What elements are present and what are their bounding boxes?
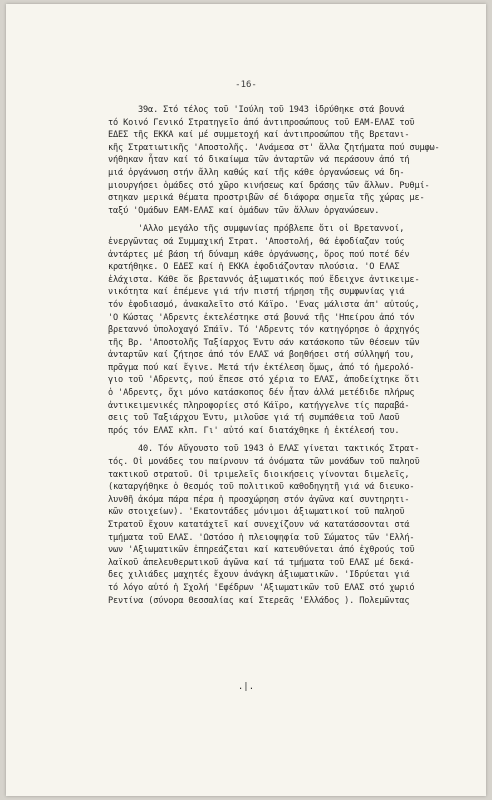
- text-line: στηκαν μερικά θέματα προστριβῶν σέ διάφορα σημεῖα τῆς χώρας με-: [108, 193, 425, 204]
- text-line: ἀντικειμενικές πληροφορίες στό Κάϊρο, κατήγγελνε τίς παραβά-: [108, 400, 410, 411]
- text-line: νικότητα καί ἐπέμενε γιά τήν πιστή τήρηση τῆς συμφωνίας γιά: [108, 287, 405, 298]
- text-line: ΕΔΕΣ τῆς ΕΚΚΑ καί μέ συμμετοχή καί ἀντιπροσώπου τῆς Βρετανι-: [108, 130, 410, 141]
- text-line: ἀντάρτες μέ βάση τή δύναμη κάθε ὀργάνωσης, ὅρος πού ποτέ δέν: [108, 249, 410, 260]
- text-line: 'Ο Κώστας 'Αδρεντς ἐκτελέστηκε στά βουνά τῆς 'Ηπείρου ἀπό τόν: [108, 312, 415, 323]
- text-line: λυνθῆ ἀκόμα πάρα πέρα ἡ προσχώρηση στόν ἀγῶνα καί συντηρητι-: [108, 494, 410, 505]
- text-line: τός. Οἱ μονάδες του παίρνουν τά ὀνόματα τῶν μονάδων τοῦ παληοῦ: [108, 457, 420, 468]
- text-line: ὁ 'Αδρεντς, ὄχι μόνο κατάσκοπος δέν ἦταν ἀλλά μετέδιδε πλήρως: [108, 388, 415, 399]
- text-line: 'Αλλο μεγάλο τῆς συμφωνίας πρόβλεπε ὅτι οἱ Βρεταννοί,: [138, 224, 405, 235]
- text-line: πρᾶγμα πού καί ἔγινε. Μετά τήν ἐκτέλεση ὅμως, ἀπό τό ἡμερολό-: [108, 362, 415, 373]
- text-line: νων 'Αξιωματικῶν ἐπηρεάζεται καί κατευθύνεται ἀπό ἐχθρούς τοῦ: [108, 545, 415, 556]
- text-line: τόν ἐφοδιασμό, ἀνακαλεῖτο στό Κάϊρο. 'Ενας μάλιστα ἀπ' αὐτούς,: [108, 299, 420, 310]
- text-line: λαϊκοῦ ἀπελευθερωτικοῦ ἀγῶνα καί τά τμήματα τοῦ ΕΛΑΣ μέ δεκά-: [108, 557, 415, 568]
- text-line: νήθηκαν ἦταν καί τό δικαίωμα τῶν ἀνταρτῶν νά περάσουν ἀπό τή: [108, 155, 410, 166]
- text-line: γιο τοῦ 'Αδρεντς, πού ἔπεσε στό χέρια το ΕΛΑΣ, ἀποδείχτηκε ὅτι: [108, 375, 420, 386]
- body-text: [108, 104, 468, 607]
- text-line: ἀνταρτῶν καί ζήτησε ἀπό τόν ΕΛΑΣ νά βοηθήσει στή σύλληψή του,: [108, 350, 415, 361]
- text-line: μιά ὀργάνωση στήν ἄλλη καθώς καί τῆς κάθε ὀργανώσεως νά δη-: [108, 167, 405, 178]
- text-line: τακτικοῦ στρατοῦ. Οἱ τριμελεῖς διοικήσεις γίνονται διμελεῖς,: [108, 469, 410, 480]
- text-line: 39α. Στό τέλος τοῦ 'Ιούλη τοῦ 1943 ἱδρύθηκε στά βουνά: [138, 105, 405, 115]
- text-line: τμήματα τοῦ ΕΛΑΣ. 'Ωστόσο ἡ πλειοψηφία τοῦ Σώματος τῶν 'Ελλή-: [108, 532, 415, 543]
- text-line: πρός τόν ΕΛΑΣ κλπ. Γι' αὐτό καί διατάχθηκε ἡ ἐκτέλεσή του.: [108, 425, 400, 436]
- text-line: τῆς Βρ. 'Αποστολῆς Ταξίαρχος Έντυ σάν κατάσκοπο τῶν θέσεων τῶν: [108, 337, 420, 348]
- text-line: Ρεντίνα (σύνορα Θεσσαλίας καί Στερεᾶς 'Ελλάδος ). Πολεμῶντας: [108, 595, 410, 606]
- text-line: σεις τοῦ Ταξιάρχου Έντυ, μιλοῦσε γιά τή συμπάθεια τοῦ Λαοῦ: [108, 413, 400, 424]
- text-line: τό Κοινό Γενικό Στρατηγεῖο ἀπό ἀντιπροσώπους τοῦ ΕΑΜ-ΕΛΑΣ τοῦ: [108, 117, 415, 128]
- text-line: Στρατοῦ ἔχουν κατατάχτεῖ καί συνεχίζουν νά κατατάσσονται στά: [108, 520, 410, 530]
- text-line: τό λόγο αὐτό ἡ Σχολή 'Εφέδρων 'Αξιωματικῶν τοῦ ΕΛΑΣ στό χωριό: [108, 582, 415, 593]
- text-line: 40. Τόν Αὔγουστο τοῦ 1943 ὁ ΕΛΑΣ γίνεται τακτικός Στρατ-: [138, 444, 420, 455]
- text-line: κρατήθηκε. Ο ΕΔΕΣ καί ἡ ΕΚΚΑ ἐφοδιάζονταν πλούσια. 'Ο ΕΛΑΣ: [108, 262, 400, 273]
- text-line: μιουργήσει ὁμάδες στό χῶρο κινήσεως καί δράσης τῶν ἄλλων. Ρυθμί-: [108, 180, 430, 191]
- document-page: [6, 4, 486, 796]
- text-line: βρεταννό ὑπολοχαγό Σπάϊν. Τό 'Αδρεντς τόν κατηγόρησε ὁ ἀρχηγός: [108, 325, 420, 336]
- text-line: κῶν στοιχείων). 'Εκατοντάδες μόνιμοι ἀξιωματικοί τοῦ παληοῦ: [108, 507, 405, 518]
- text-line: δες χιλιάδες μαχητές ἔχουν ἀνάγκη ἀξιωματικῶν. 'Ιδρύεται γιά: [108, 570, 410, 581]
- text-line: κῆς Στρατιωτικῆς 'Αποστολῆς. 'Ανάμεσα στ' ἄλλα ζητήματα πού συμφω-: [108, 142, 440, 153]
- continuation-mark: .|.: [237, 682, 255, 692]
- text-line: (καταργήθηκε ὁ θεσμός τοῦ πολιτικοῦ καθοδηγητῆ γιά νά διευκο-: [108, 482, 415, 493]
- text-line: ταξύ 'Ομάδων ΕΑΜ-ΕΛΑΣ καί ὁμάδων τῶν ἄλλων ὀργανώσεων.: [108, 205, 380, 216]
- text-line: ἐνεργῶντας σά Συμμαχική Στρατ. 'Αποστολή, θά ἐφοδίαζαν τούς: [108, 236, 405, 247]
- page-number: -16-: [235, 80, 257, 90]
- text-line: ἐλάχιστα. Κάθε ὅε βρεταννός ἀξιωματικός πού ἔδειχνε ἀντικειμε-: [108, 274, 420, 285]
